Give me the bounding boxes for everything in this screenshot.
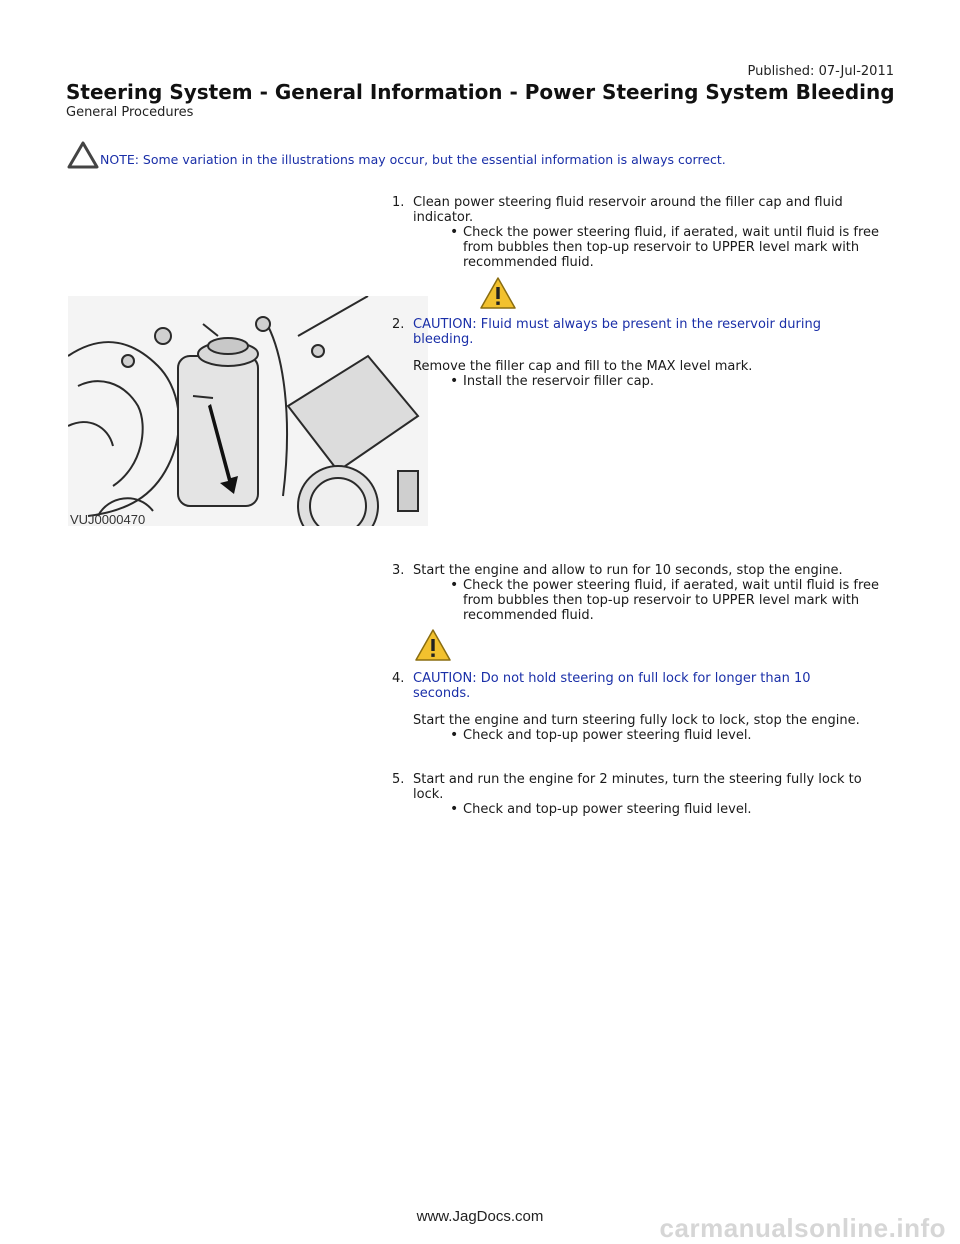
step-bullet: • Check and top-up power steering fluid level. [463,802,883,817]
note-icon [66,140,100,170]
step-number: 4. [392,671,405,686]
warning-icon [414,628,452,662]
step-number: 1. [392,195,405,210]
figure-label: VUJ0000470 [70,512,146,526]
step-number: 3. [392,563,405,578]
step-text: Clean power steering fluid reservoir around the filler cap and fluid indicator. [413,195,843,225]
step-text: Start and run the engine for 2 minutes, turn the steering fully lock to lock. [413,772,862,802]
step-text: Start the engine and allow to run for 10 seconds, stop the engine. [413,563,843,578]
note-text: NOTE: Some variation in the illustrations may occur, but the essential information is always correct. [100,152,726,167]
step-text: Remove the filler cap and fill to the MAX level mark. [413,359,753,374]
step-text: Start the engine and turn steering fully lock to lock, stop the engine. [413,713,860,728]
step-number: 2. [392,317,405,332]
step-bullet: • Check and top-up power steering fluid level. [463,728,883,743]
footer-link[interactable]: www.JagDocs.com [416,1208,544,1225]
step-bullet: • Install the reservoir filler cap. [463,374,883,389]
caution-text: CAUTION: Fluid must always be present in the reservoir during bleeding. [413,317,821,347]
watermark: carmanualsonline.info [659,1213,946,1243]
step-bullet: • Check the power steering fluid, if aerated, wait until fluid is free from bubbles then top-up reservoir to UPPER level mark with recommended fluid. [463,578,883,623]
warning-icon [479,276,517,310]
published-date: Published: 07-Jul-2011 [747,64,894,79]
engine-bay-illustration [68,296,428,526]
note-callout [66,140,726,170]
caution-text: CAUTION: Do not hold steering on full lock for longer than 10 seconds. [413,671,811,701]
step-bullet: • Check the power steering fluid, if aerated, wait until fluid is free from bubbles then top-up reservoir to UPPER level mark with recommended fluid. [463,225,883,270]
page-subtitle: General Procedures [66,105,194,120]
page-title: Steering System - General Information - Power Steering System Bleeding [66,80,895,104]
step-number: 5. [392,772,405,787]
